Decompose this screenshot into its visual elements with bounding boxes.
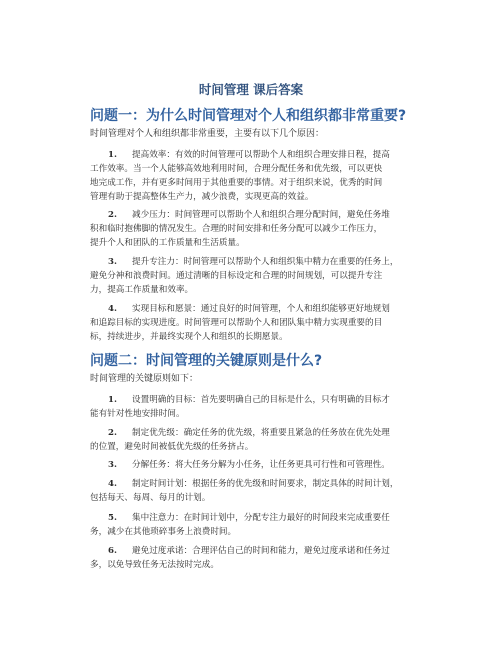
item-line: 务，减少在其他琐碎事务上浪费时间。 <box>90 527 237 537</box>
item-number: 3. <box>108 460 117 470</box>
document-title: 时间管理 课后答案 <box>198 82 304 97</box>
item-number: 5. <box>108 513 117 523</box>
item-text: 提高效率：有效的时间管理可以帮助个人和组织合理安排日程，提高 <box>132 150 390 160</box>
q2-item-1 <box>90 393 422 421</box>
item-number: 2. <box>108 428 117 438</box>
item-number: 2. <box>108 210 117 220</box>
item-line <box>90 208 422 222</box>
q1-item-3 <box>90 255 422 297</box>
item-line: 和追踪目标的实现进度。时间管理可以帮助个人和团队集中精力实现重要的目 <box>90 318 383 328</box>
item-line <box>90 393 422 407</box>
item-line: 标，持续进步，并最终实现个人和组织的长期愿景。 <box>90 332 288 342</box>
question-2-intro: 时间管理的关键原则如下： <box>90 374 199 384</box>
item-text: 提升专注力：时间管理可以帮助个人和组织集中精力在重要的任务上， <box>132 257 399 267</box>
item-line <box>90 458 422 472</box>
item-line: 管理有助于提高整体生产力，减少浪费，实现更高的效益。 <box>90 192 314 202</box>
question-1-heading: 问题一：为什么时间管理对个人和组织都非常重要? <box>90 108 407 124</box>
item-number: 1. <box>108 395 117 405</box>
item-text: 避免过度承诺：合理评估自己的时间和能力，避免过度承诺和任务过 <box>132 546 390 556</box>
item-line <box>90 477 422 491</box>
q2-item-2 <box>90 426 422 454</box>
item-text: 集中注意力：在时间计划中，分配专注力最好的时间段来完成重要任 <box>132 513 390 523</box>
question-1-intro: 时间管理对个人和组织都非常重要，主要有以下几个原因： <box>90 129 325 139</box>
item-line <box>90 511 422 525</box>
item-line: 地完成工作，并有更多时间用于其他重要的事情。对于组织来说，优秀的时间 <box>90 178 383 188</box>
q2-item-3 <box>90 458 422 472</box>
item-line: 力，提高工作质量和效率。 <box>90 285 194 295</box>
q1-item-2 <box>90 208 422 250</box>
question-2-heading: 问题二：时间管理的关键原则是什么? <box>90 353 323 369</box>
item-text: 减少压力：时间管理可以帮助个人和组织合理分配时间，避免任务堆 <box>132 210 390 220</box>
item-line: 的位置，避免时间被低优先级的任务挤占。 <box>90 442 254 452</box>
item-line <box>90 426 422 440</box>
item-line: 积和临时抱佛脚的情况发生。合理的时间安排和任务分配可以减少工作压力， <box>90 224 383 234</box>
item-number: 3. <box>108 257 117 267</box>
item-text: 分解任务：将大任务分解为小任务，让任务更具可行性和可管理性。 <box>132 460 390 470</box>
q2-item-6 <box>90 544 422 572</box>
item-text: 设置明确的目标：首先要明确自己的目标是什么，只有明确的目标才 <box>132 395 390 405</box>
item-text: 实现目标和愿景：通过良好的时间管理，个人和组织能够更好地规划 <box>132 304 390 314</box>
item-number: 4. <box>108 304 117 314</box>
item-line <box>90 255 422 269</box>
item-text: 制定时间计划：根据任务的优先级和时间要求，制定具体的时间计划， <box>132 479 399 489</box>
item-line: 多，以免导致任务无法按时完成。 <box>90 560 219 570</box>
item-text: 制定优先级：确定任务的优先级，将重要且紧急的任务放在优先处理 <box>132 428 390 438</box>
item-number: 6. <box>108 546 117 556</box>
item-line: 工作效率。当一个人能够高效地利用时间，合理分配任务和优先级，可以更快 <box>90 164 383 174</box>
q1-item-4 <box>90 302 422 344</box>
q2-item-4 <box>90 477 422 505</box>
item-line <box>90 302 422 316</box>
item-line: 包括每天、每周、每月的计划。 <box>90 493 211 503</box>
item-line <box>90 148 422 162</box>
item-number: 1. <box>108 150 117 160</box>
item-number: 4. <box>108 479 117 489</box>
q1-item-1 <box>90 148 422 204</box>
item-line: 提升个人和团队的工作质量和生活质量。 <box>90 238 245 248</box>
item-line: 能有针对性地安排时间。 <box>90 409 185 419</box>
item-line: 避免分神和浪费时间。通过清晰的目标设定和合理的时间规划，可以提升专注 <box>90 271 383 281</box>
item-line <box>90 544 422 558</box>
q2-item-5 <box>90 511 422 539</box>
